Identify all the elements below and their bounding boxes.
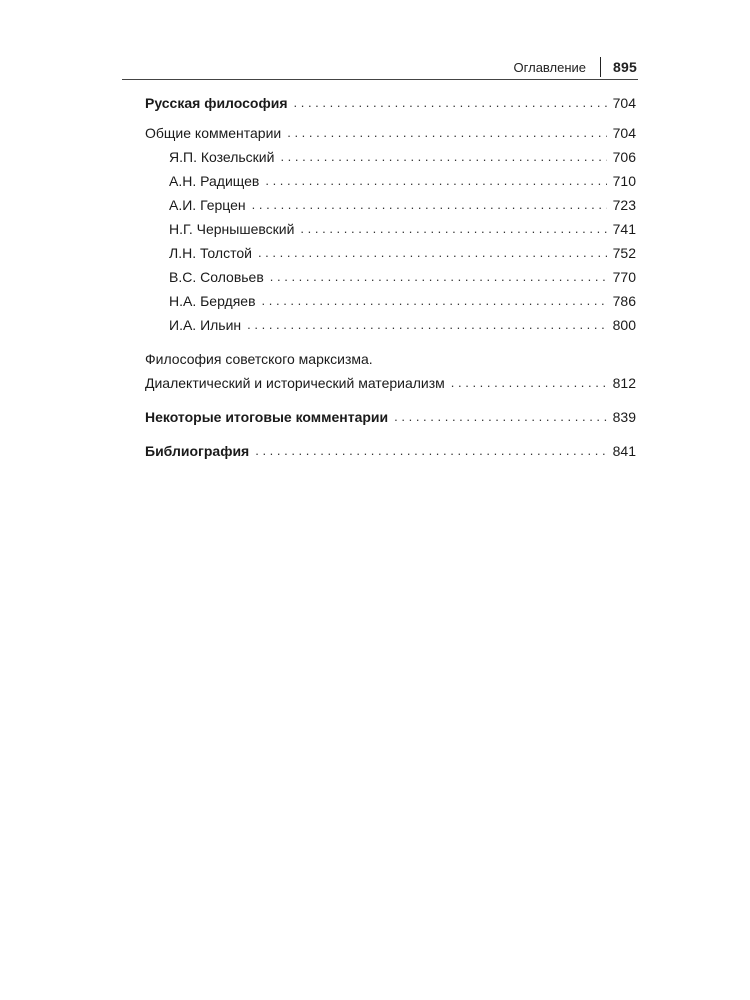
leader-dots — [270, 265, 607, 289]
toc-entry-final-comments[interactable] — [145, 405, 636, 429]
toc-entry-bibliography[interactable] — [145, 439, 636, 463]
toc-entry-title: Н.Г. Чернышевский — [169, 221, 295, 237]
toc-entry-page: 741 — [612, 221, 636, 237]
toc-entry-ilyin[interactable] — [145, 313, 636, 337]
toc-entry-page: 812 — [612, 375, 636, 391]
toc-entry-page: 752 — [612, 245, 636, 261]
toc-entry-title: Общие комментарии — [145, 125, 282, 141]
toc-entry-title: А.И. Герцен — [169, 197, 246, 213]
running-head — [514, 57, 637, 77]
toc-entry-page: 706 — [612, 149, 636, 165]
leader-dots — [258, 241, 607, 265]
toc-entry-title: Л.Н. Толстой — [169, 245, 252, 261]
toc-entry-page: 710 — [612, 173, 636, 189]
toc-entry-russian-philosophy[interactable] — [145, 91, 636, 115]
toc-entry-kozelsky[interactable] — [145, 145, 636, 169]
toc-entry-berdyaev[interactable] — [145, 289, 636, 313]
toc-entry-tolstoy[interactable] — [145, 241, 636, 265]
toc-entry-title: В.С. Соловьев — [169, 269, 264, 285]
leader-dots — [265, 169, 606, 193]
toc-entry-title-line1: Философия советского марксизма. — [145, 351, 373, 367]
toc-entry-page: 839 — [612, 409, 636, 425]
leader-dots — [451, 371, 607, 395]
page-number: 895 — [613, 59, 637, 75]
toc-entry-radishchev[interactable] — [145, 169, 636, 193]
leader-dots — [255, 439, 606, 463]
leader-dots — [300, 217, 606, 241]
toc-entry-title: Н.А. Бердяев — [169, 293, 256, 309]
leader-dots — [287, 121, 606, 145]
toc-entry-page: 723 — [612, 197, 636, 213]
toc-entry-title: Я.П. Козельский — [169, 149, 275, 165]
table-of-contents — [145, 91, 636, 463]
toc-entry-title: Библиография — [145, 443, 250, 459]
leader-dots — [394, 405, 606, 429]
toc-entry-page: 786 — [612, 293, 636, 309]
toc-entry-page: 704 — [612, 125, 636, 141]
leader-dots — [247, 313, 606, 337]
toc-entry-solovyov[interactable] — [145, 265, 636, 289]
toc-entry-chernyshevsky[interactable] — [145, 217, 636, 241]
leader-dots — [294, 91, 607, 115]
toc-entry-page: 770 — [612, 269, 636, 285]
leader-dots — [280, 145, 606, 169]
running-head-separator — [600, 57, 601, 77]
toc-entry-general-comments[interactable] — [145, 121, 636, 145]
toc-entry-title: А.Н. Радищев — [169, 173, 260, 189]
toc-entry-page: 841 — [612, 443, 636, 459]
header-rule — [122, 79, 638, 80]
running-head-section: Оглавление — [513, 59, 587, 75]
toc-entry-page: 704 — [612, 95, 636, 111]
toc-entry-title: И.А. Ильин — [169, 317, 242, 333]
toc-entry-page: 800 — [612, 317, 636, 333]
toc-entry-title: Русская философия — [145, 95, 288, 111]
leader-dots — [252, 193, 607, 217]
toc-entry-soviet-marxism[interactable] — [145, 347, 636, 395]
toc-entry-title-line2: Диалектический и исторический материализм — [145, 375, 445, 391]
toc-entry-title: Некоторые итоговые комментарии — [145, 409, 389, 425]
toc-entry-herzen[interactable] — [145, 193, 636, 217]
leader-dots — [262, 289, 607, 313]
